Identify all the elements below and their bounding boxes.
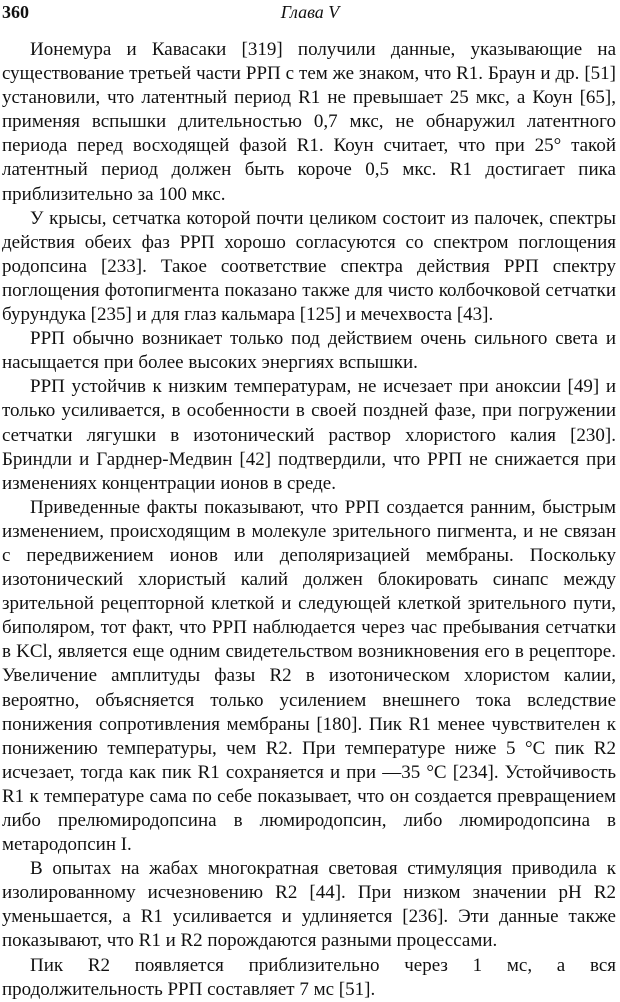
paragraph-saturation: РРП обычно возникает только под действием очень сильного света и насыщается при более высоких энергиях вспышки. xyxy=(2,328,616,374)
page-header xyxy=(2,2,618,26)
paragraph-temperature-anoxia: РРП устойчив к низким температурам, не исчезает при аноксии [49] и только усиливается, в особенности в своей поздней фазе, при погружении сетчатки лягушки в изотонический раствор хлористого калия [230]. Бриндли и Гарднер-Медвин [42] подтвердили, что РРП не снижается при изменениях концентрации ионов в среде. xyxy=(2,376,616,494)
paragraph-conclusions: Приведенные факты показывают, что РРП создается ранним, быстрым изменением, происходящим в молекуле зрительного пигмента, и не связан с передвижением ионов или деполяризацией мембраны. Поскольку изотонический хлористый калий должен блокировать синапс между зрительной рецепторной клеткой и следующей клеткой зрительного пути, биполяром, тот факт, что РРП наблюдается через час пребывания сетчатки в KCl, является еще одним свидетельством возникновения его в рецепторе. Увеличение амплитуды фазы R2 в изотоническом хлористом калии, вероятно, объясняется только усилением внешнего тока вследствие понижения сопротивления мембраны [180]. Пик R1 менее чувствителен к понижению температуры, чем R2. При температуре ниже 5 °C пик R2 исчезает, тогда как пик R1 сохраняется и при —35 °C [234]. Устойчивость R1 к температуре сама по себе показывает, что он создается превращением либо прелюмиродопсина в люмиродопсин, либо люмиродопсина в метародопсин I. xyxy=(2,496,616,856)
paragraph-r2-timing: Пик R2 появляется приблизительно через 1 мс, а вся продолжительность РРП составляет 7 мс [51]. xyxy=(2,954,616,1000)
body-text xyxy=(2,38,616,1002)
paragraph-action-spectra: У крысы, сетчатка которой почти целиком состоит из палочек, спектры действия обеих фаз РРП хорошо согласуются со спектром поглощения родопсина [233]. Такое соответствие спектра действия РРП спектру поглощения фотопигмента показано также для чисто колбочковой сетчатки бурундука [235] и для глаз кальмара [125] и мечехвоста [43]. xyxy=(2,207,616,326)
running-title: Глава V xyxy=(280,2,340,22)
paragraph-latency: Ионемура и Кавасаки [319] получили данные, указывающие на существование третьей части РРП с тем же знаком, что R1. Браун и др. [51] установили, что латентный период R1 не превышает 25 мкс, а Коун [65], применяя вспышки длительностью 0,7 мкс, не обнаружил латентного периода перед восходящей фазой R1. Коун считает, что при 25° такой латентный период должен быть короче 0,5 мкс. R1 достигает пика приблизительно за 100 мкс. xyxy=(2,39,616,205)
page-number: 360 xyxy=(2,2,29,22)
paragraph-toad-experiments: В опытах на жабах многократная световая стимуляция приводила к изолированному исчезновению R2 [44]. При низком значении pH R2 уменьшается, а R1 усиливается и удлиняется [236]. Эти данные также показывают, что R1 и R2 порождаются разными процессами. xyxy=(2,858,616,952)
